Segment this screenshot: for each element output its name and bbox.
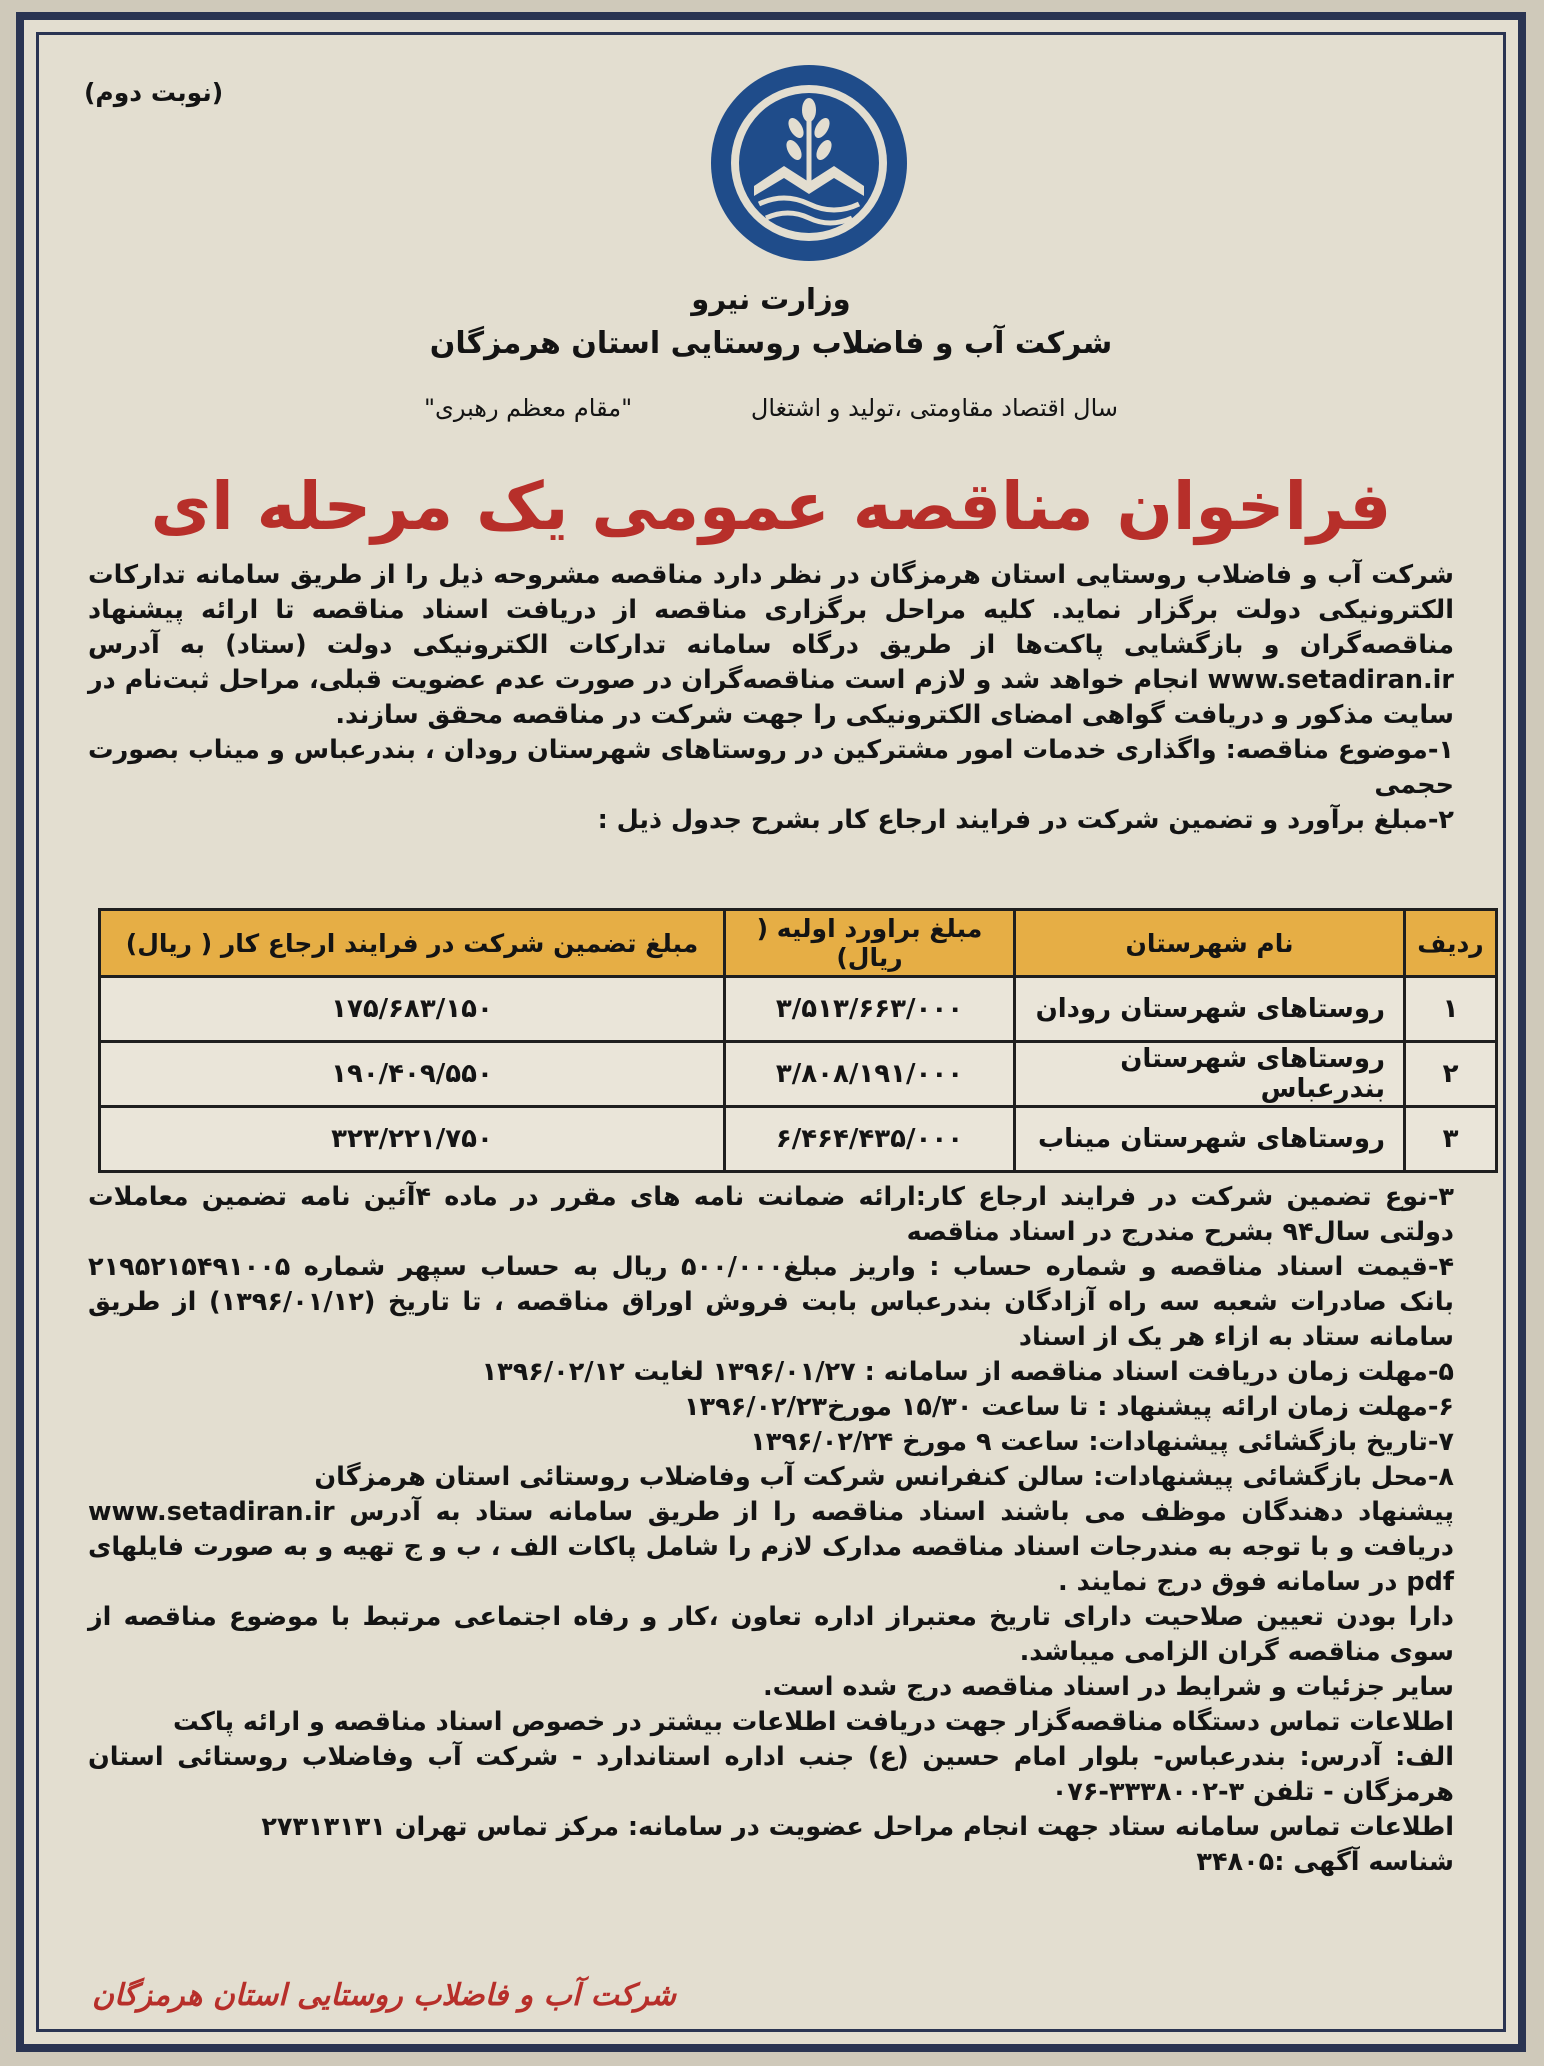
city-name: روستاهای شهرستان میناب	[1015, 1107, 1405, 1172]
tender-headline: فراخوان مناقصه عمومی یک مرحله ای	[150, 468, 1392, 545]
estimate-amount: ۳/۸۰۸/۱۹۱/۰۰۰	[725, 1042, 1015, 1107]
table-row	[100, 977, 1497, 1042]
item-subject: ۱-موضوع مناقصه: واگذاری خدمات امور مشترکین در روستاهای شهرستان رودان ، بندرعباس و میناب بصورت حجمی	[88, 735, 1454, 800]
slogan-attribution: "مقام معظم رهبری"	[424, 394, 633, 422]
row-number: ۲	[1405, 1042, 1497, 1107]
row-number: ۱	[1405, 977, 1497, 1042]
item-estimate: ۲-مبلغ برآورد و تضمین شرکت در فرایند ارجاع کار بشرح جدول ذیل :	[597, 805, 1454, 835]
setad-contact-paragraph: اطلاعات تماس سامانه ستاد جهت انجام مراحل عضویت در سامانه: مرکز تماس تهران ۲۷۳۱۳۱۳۱	[261, 1812, 1454, 1842]
item-document-price: ۴-قیمت اسناد مناقصه و شماره حساب : واریز مبلغ۵۰۰/۰۰۰ ریال به حساب سپهر شماره ۲۱۹۵۲۱۵۴۹۱۰۰۵ بانک صادرات شعبه سه راه آزادگان بندرعباس بابت فروش اوراق مناقصه ، تا تاریخ (۱۳۹۶/۰۱/۱۲) از طریق سامانه ستاد به ازاء هر یک از اسناد	[88, 1252, 1455, 1352]
guarantee-amount: ۱۷۵/۶۸۳/۱۵۰	[100, 977, 725, 1042]
header-guarantee: مبلغ تضمین شرکت در فرایند ارجاع کار ( ریال)	[100, 910, 725, 977]
company-signature: شرکت آب و فاضلاب روستایی استان هرمزگان	[92, 1978, 677, 2013]
header-estimate: مبلغ براورد اولیه ( ریال)	[725, 910, 1015, 977]
city-name: روستاهای شهرستان رودان	[1015, 977, 1405, 1042]
estimate-amount: ۳/۵۱۳/۶۶۳/۰۰۰	[725, 977, 1015, 1042]
year-slogan: سال اقتصاد مقاومتی ،تولید و اشتغال	[750, 394, 1118, 422]
address-paragraph: الف: آدرس: بندرعباس- بلوار امام حسین (ع) جنب اداره استاندارد - شرکت آب وفاضلاب روستائی استان هرمزگان - تلفن ۳-۳۳۳۸۰۰۲-۰۷۶	[88, 1742, 1454, 1807]
publication-round-label: (نوبت دوم)	[84, 78, 224, 107]
ad-id: شناسه آگهی :۳۴۸۰۵	[1196, 1847, 1454, 1877]
item-guarantee-type: ۳-نوع تضمین شرکت در فرایند ارجاع کار:ارائه ضمانت نامه های مقرر در ماده ۴آئین نامه تضمین معاملات دولتی سال۹۴ بشرح مندرج در اسناد مناقصه	[88, 1182, 1454, 1247]
estimate-guarantee-table	[98, 908, 1498, 1173]
tender-body-lower	[88, 1180, 1454, 1880]
item-opening-location: ۸-محل بازگشائی پیشنهادات: سالن کنفرانس شرکت آب وفاضلاب روستائی استان هرمزگان	[314, 1462, 1454, 1492]
item-opening-date: ۷-تاریخ بازگشائی پیشنهادات: ساعت ۹ مورخ ۱۳۹۶/۰۲/۲۴	[750, 1427, 1454, 1457]
guarantee-amount: ۱۹۰/۴۰۹/۵۵۰	[100, 1042, 725, 1107]
license-paragraph: دارا بودن تعیین صلاحیت دارای تاریخ معتبراز اداره تعاون ،کار و رفاه اجتماعی مرتبط با موضوع مناقصه از سوی مناقصه گران الزامی میباشد.	[88, 1602, 1454, 1667]
company-title: شرکت آب و فاضلاب روستایی استان هرمزگان	[429, 326, 1113, 361]
tender-body-upper	[88, 558, 1454, 838]
item-submission-deadline: ۶-مهلت زمان ارائه پیشنهاد : تا ساعت ۱۵/۳۰ مورخ۱۳۹۶/۰۲/۲۳	[683, 1392, 1454, 1422]
ministry-title: وزارت نیرو	[691, 282, 851, 316]
tender-notice-page	[16, 12, 1526, 2052]
city-name: روستاهای شهرستان بندرعباس	[1015, 1042, 1405, 1107]
table-row	[100, 1042, 1497, 1107]
header-city: نام شهرستان	[1015, 910, 1405, 977]
header-row-number: ردیف	[1405, 910, 1497, 977]
item-download-deadline: ۵-مهلت زمان دریافت اسناد مناقصه از سامانه : ۱۳۹۶/۰۱/۲۷ لغایت ۱۳۹۶/۰۲/۱۲	[481, 1357, 1454, 1387]
water-company-logo-icon	[704, 58, 914, 268]
contact-paragraph: اطلاعات تماس دستگاه مناقصه‌گزار جهت دریافت اطلاعات بیشتر در خصوص اسناد مناقصه و ارائه پاکت	[173, 1707, 1454, 1737]
intro-paragraph: شرکت آب و فاضلاب روستایی استان هرمزگان در نظر دارد مناقصه مشروحه ذیل را از طریق سامانه تدارکات الکترونیکی دولت برگزار نماید. کلیه مراحل برگزاری مناقصه از دریافت اسناد مناقصه تا ارائه پیشنهاد مناقصه‌گران و بازگشایی پاکت‌ها از طریق درگاه سامانه تدارکات الکترونیکی دولت (ستاد) به آدرس www.setadiran.ir انجام خواهد شد و لازم است مناقصه‌گران در صورت عدم عضویت قبلی، مراحل ثبت‌نام در سایت مذکور و دریافت گواهی امضای الکترونیکی را جهت شرکت در مناقصه محقق سازند.	[88, 560, 1454, 730]
details-paragraph: سایر جزئیات و شرایط در اسناد مناقصه درج شده است.	[762, 1672, 1454, 1702]
estimate-amount: ۶/۴۶۴/۴۳۵/۰۰۰	[725, 1107, 1015, 1172]
submission-paragraph: پیشنهاد دهندگان موظف می باشند اسناد مناقصه را از طریق سامانه ستاد به آدرس www.setadiran.ir دریافت و با توجه به مندرجات اسناد مناقصه مدارک لازم را شامل پاکات الف ، ب و ج تهیه و به صورت فایلهای pdf در سامانه فوق درج نمایند .	[88, 1497, 1454, 1597]
guarantee-amount: ۳۲۳/۲۲۱/۷۵۰	[100, 1107, 725, 1172]
table-header-row	[100, 910, 1497, 977]
row-number: ۳	[1405, 1107, 1497, 1172]
table-row	[100, 1107, 1497, 1172]
